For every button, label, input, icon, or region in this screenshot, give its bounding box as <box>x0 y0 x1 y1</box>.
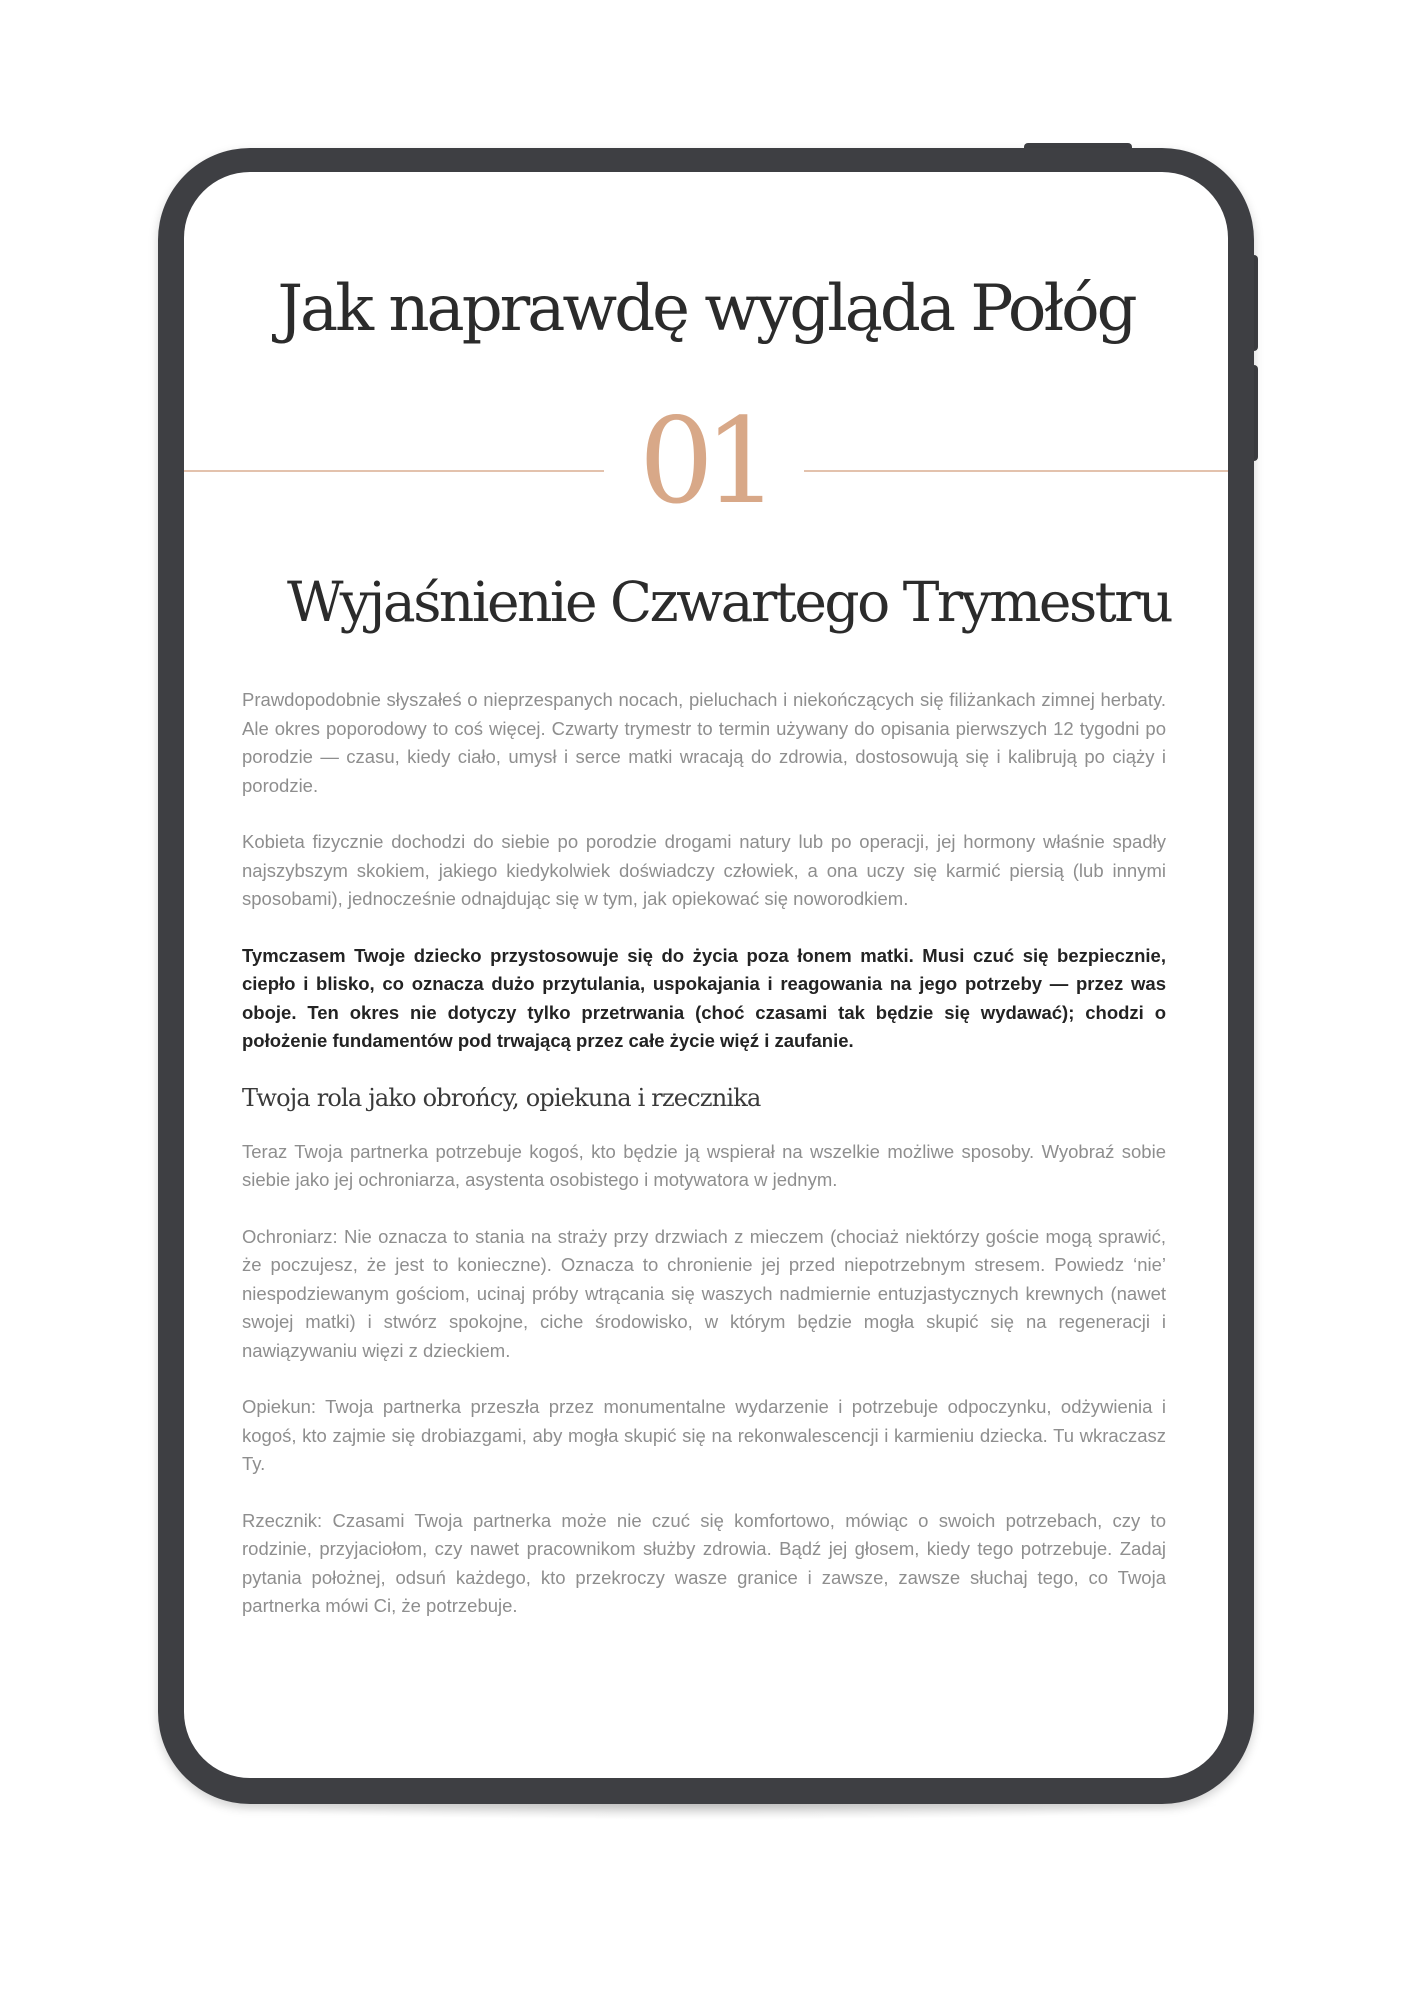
section-paragraph: Opiekun: Twoja partnerka przeszła przez monumentalne wydarzenie i potrzebuje odpoczynku, odżywienia i kogoś, kto zajmie się drobiazgami, aby mogła skupić się na rekonwalescencji i karmieniu dziecka. Tu wkraczasz Ty. <box>242 1396 1166 1474</box>
page-title: Jak naprawdę wygląda Połóg <box>277 272 1135 346</box>
intro-paragraph: Prawdopodobnie słyszałeś o nieprzespanych nocach, pieluchach i niekończących się filiżankach zimnej herbaty. Ale okres poporodowy to coś więcej. Czwarty trymestr to termin używany do opisania pierwszych 12 tygodni po porodzie — czasu, kiedy ciało, umysł i serce matki wracają do zdrowia, dostosowują się i kalibrują po ciąży i porodzie. <box>242 689 1166 796</box>
divider-right <box>804 470 1228 472</box>
section-paragraph: Rzecznik: Czasami Twoja partnerka może nie czuć się komfortowo, mówiąc o swoich potrzebach, czy to rodzinie, przyjaciołom, czy nawet pracownikom służby zdrowia. Bądź jej głosem, kiedy tego potrzebuje. Zadaj pytania położnej, odsuń każdego, kto przekroczy wasze granice i zawsze, zawsze słuchaj tego, co Twoja partnerka mówi Ci, że potrzebuje. <box>242 1509 1166 1616</box>
section-heading: Twoja rola jako obrońcy, opiekuna i rzecznika <box>242 1083 761 1112</box>
chapter-number: 01 <box>638 392 770 530</box>
section-paragraph: Teraz Twoja partnerka potrzebuje kogoś, kto będzie ją wspierał na wszelkie możliwe sposoby. Wyobraź sobie siebie jako jej ochroniarza, asystenta osobistego i motywatora w jednym. <box>242 1140 1166 1190</box>
tablet-screen <box>184 172 1228 1778</box>
chapter-title: Wyjaśnienie Czwartego Trymestru <box>286 570 1172 634</box>
intro-paragraph: Kobieta fizycznie dochodzi do siebie po porodzie drogami natury lub po operacji, jej hormony właśnie spadły najszybszym skokiem, jakiego kiedykolwiek doświadczy człowiek, a ona uczy się karmić piersią (lub innymi sposobami), jednocześnie odnajdując się w tym, jak opiekować się noworodkiem. <box>242 831 1166 909</box>
article-body <box>242 686 1166 1649</box>
divider-left <box>184 470 604 472</box>
section-paragraph: Ochroniarz: Nie oznacza to stania na straży przy drzwiach z mieczem (chociaż niektórzy goście mogą sprawić, że poczujesz, że jest to konieczne). Oznacza to chronienie jej przed niepotrzebnym stresem. Powiedz ‘nie’ niespodziewanym gościom, ucinaj próby wtrącania się waszych nadmiernie entuzjastycznych krewnych (nawet swojej matki) i stwórz spokojne, ciche środowisko, w którym będzie mogła skupić się na regeneracji i nawiązywaniu więzi z dzieckiem. <box>242 1225 1166 1361</box>
highlight-paragraph: Tymczasem Twoje dziecko przystosowuje się do życia poza łonem matki. Musi czuć się bezpiecznie, ciepło i blisko, co oznacza dużo przytulania, uspokajania i reagowania na jego potrzeby — przez was oboje. Ten okres nie dotyczy tylko przetrwania (choć czasami tak będzie się wydawać); chodzi o położenie fundamentów pod trwającą przez całe życie więź i zaufanie. <box>242 944 1166 1051</box>
